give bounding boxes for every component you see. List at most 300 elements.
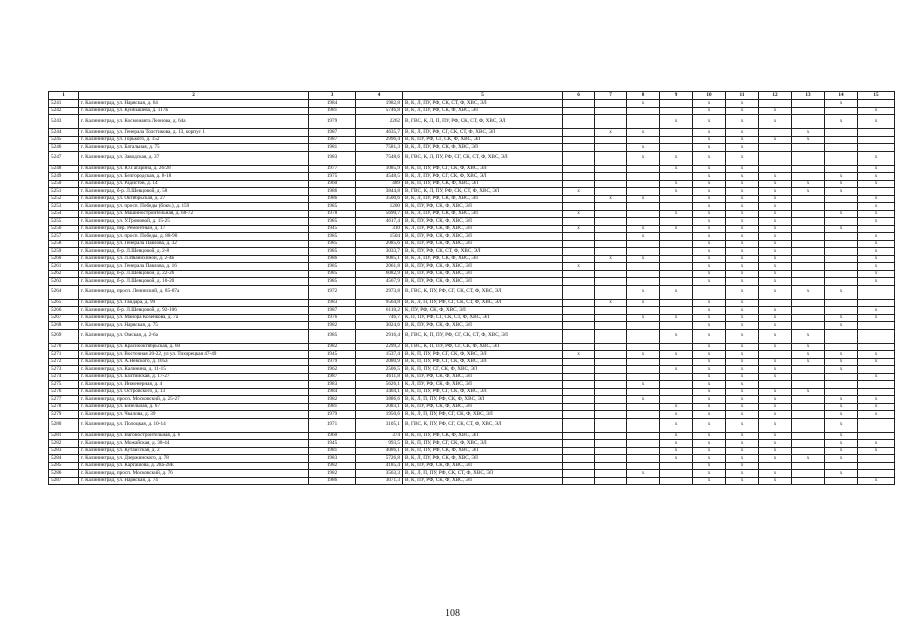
table-row (49, 418, 895, 432)
year-cell: 1985 (309, 270, 356, 278)
mark-cell: x (825, 180, 858, 188)
mark-cell: x (759, 263, 792, 271)
systems-cell: В, К, ПУ, РФ, СК, Ф, ХВС, ЭЛ (403, 403, 563, 411)
empty-cell (792, 418, 825, 432)
table-row (49, 314, 895, 322)
mark-cell: x (660, 440, 693, 448)
mark-cell: x (660, 411, 693, 419)
systems-cell: В, К, П, ПУ, РФ, СК, Ф, ХВС, ЭЛ (403, 180, 563, 188)
empty-cell (595, 173, 627, 181)
mark-cell: x (858, 351, 895, 359)
mark-cell: x (858, 411, 895, 419)
mark-cell: x (825, 366, 858, 374)
mark-cell: x (693, 129, 726, 137)
systems-cell: В, ГВС, К, ПУ, РФ, СГ, СК, СТ, Ф, ХВС, ЭЛ (403, 418, 563, 432)
empty-cell (825, 307, 858, 315)
mark-cell: x (693, 151, 726, 165)
area-cell: 1200 (356, 203, 403, 211)
systems-cell: В, К, П, ПУ, СГ, СК, Ф, ХВС, ЭЛ (403, 366, 563, 374)
mark-cell: x (726, 240, 759, 248)
mark-cell: x (825, 470, 858, 478)
empty-cell (792, 203, 825, 211)
mark-cell: x (759, 322, 792, 330)
mark-cell: x (858, 203, 895, 211)
mark-cell: x (563, 351, 595, 359)
mark-cell: x (858, 210, 895, 218)
empty-cell (563, 299, 595, 307)
year-cell: 1984 (309, 100, 356, 108)
area-cell: 2973,8 (356, 285, 403, 299)
empty-cell (660, 373, 693, 381)
address-cell: г. Калининград, ул. Горького, д. 152 (79, 136, 309, 144)
area-cell: 5726,8 (356, 455, 403, 463)
empty-cell (595, 270, 627, 278)
mark-cell: x (726, 396, 759, 404)
empty-cell (759, 381, 792, 389)
empty-cell (792, 225, 825, 233)
mark-cell: x (693, 233, 726, 241)
table-row (49, 299, 895, 307)
row-id-cell: 5261 (49, 263, 79, 271)
year-cell: 1972 (309, 285, 356, 299)
empty-cell (660, 462, 693, 470)
systems-cell: В, ГВС, К, Л, П, ПУ, РФ, СК, СТ, Ф, ХВС, ЭЛ (403, 115, 563, 129)
table-row (49, 136, 895, 144)
mark-cell: x (726, 381, 759, 389)
mark-cell: x (693, 240, 726, 248)
mark-cell: x (726, 270, 759, 278)
address-cell: г. Калининград, ул. Карташова, д. 28а-28Е (79, 462, 309, 470)
mark-cell: x (858, 151, 895, 165)
mark-cell: x (759, 173, 792, 181)
mark-cell: x (693, 210, 726, 218)
address-cell: г. Калининград, просп. Московский, д. 76 (79, 470, 309, 478)
table-row (49, 144, 895, 152)
empty-cell (595, 107, 627, 115)
empty-cell (627, 240, 660, 248)
year-cell: 1981 (309, 403, 356, 411)
table-row (49, 285, 895, 299)
year-cell: 1982 (309, 470, 356, 478)
mark-cell: x (660, 285, 693, 299)
address-cell: г. Калининград, ул. Краснооктябрьская, д. 60 (79, 343, 309, 351)
mark-cell: x (693, 180, 726, 188)
table-row (49, 218, 895, 226)
table-row (49, 188, 895, 196)
empty-cell (563, 403, 595, 411)
column-header: 12 (759, 92, 792, 100)
row-id-cell: 5257 (49, 233, 79, 241)
mark-cell: x (792, 188, 825, 196)
year-cell: 1979 (309, 115, 356, 129)
address-cell: г. Калининград, ул. Кутаисская, д. 2 (79, 447, 309, 455)
empty-cell (627, 115, 660, 129)
area-cell: 9564,8 (356, 299, 403, 307)
empty-cell (595, 263, 627, 271)
address-cell: г. Калининград, ул. Вагоностроительная, д. 6 (79, 432, 309, 440)
column-header: 1 (49, 92, 79, 100)
area-cell: 6082,9 (356, 270, 403, 278)
table-row (49, 373, 895, 381)
empty-cell (792, 322, 825, 330)
table-row (49, 403, 895, 411)
mark-cell: x (660, 351, 693, 359)
address-cell: г. Калининград, просп. Ленинский, д. 85-87а (79, 285, 309, 299)
table-row (49, 263, 895, 271)
mark-cell: x (693, 248, 726, 256)
mark-cell: x (858, 314, 895, 322)
mark-cell: x (858, 447, 895, 455)
empty-cell (563, 366, 595, 374)
row-id-cell: 5272 (49, 358, 79, 366)
mark-cell: x (726, 225, 759, 233)
table-row (49, 381, 895, 389)
mark-cell: x (825, 447, 858, 455)
mark-cell: x (726, 462, 759, 470)
table-row (49, 329, 895, 343)
row-id-cell: 5255 (49, 218, 79, 226)
mark-cell: x (726, 210, 759, 218)
mark-cell: x (627, 299, 660, 307)
table-row (49, 203, 895, 211)
empty-cell (563, 136, 595, 144)
year-cell: 1971 (309, 418, 356, 432)
empty-cell (825, 248, 858, 256)
empty-cell (627, 173, 660, 181)
mark-cell: x (759, 210, 792, 218)
empty-cell (563, 255, 595, 263)
table-row (49, 225, 895, 233)
empty-cell (792, 432, 825, 440)
mark-cell: x (693, 299, 726, 307)
empty-cell (792, 107, 825, 115)
table-row (49, 107, 895, 115)
address-cell: г. Калининград, ул. Октябрьская, д. 27 (79, 195, 309, 203)
year-cell: 1960 (309, 432, 356, 440)
mark-cell: x (759, 203, 792, 211)
mark-cell: x (693, 278, 726, 286)
mark-cell: x (726, 165, 759, 173)
mark-cell: x (660, 225, 693, 233)
year-cell: 1986 (309, 255, 356, 263)
empty-cell (660, 173, 693, 181)
table-row (49, 151, 895, 165)
empty-cell (759, 462, 792, 470)
year-cell: 1983 (309, 381, 356, 389)
mark-cell: x (726, 388, 759, 396)
empty-cell (595, 210, 627, 218)
empty-cell (792, 381, 825, 389)
row-id-cell: 5246 (49, 144, 79, 152)
empty-cell (563, 314, 595, 322)
year-cell: 1981 (309, 447, 356, 455)
empty-cell (660, 136, 693, 144)
mark-cell: x (595, 129, 627, 137)
empty-cell (759, 165, 792, 173)
row-id-cell: 5250 (49, 180, 79, 188)
mark-cell: x (660, 165, 693, 173)
mark-cell: x (693, 477, 726, 485)
area-cell: 2080,9 (356, 358, 403, 366)
empty-cell (792, 396, 825, 404)
row-id-cell: 5265 (49, 299, 79, 307)
column-header: 3 (309, 92, 356, 100)
empty-cell (792, 173, 825, 181)
year-cell: 1982 (309, 396, 356, 404)
empty-cell (792, 366, 825, 374)
empty-cell (627, 418, 660, 432)
empty-cell (595, 462, 627, 470)
mark-cell: x (693, 432, 726, 440)
year-cell: 1985 (309, 248, 356, 256)
table-body (49, 92, 895, 485)
empty-cell (759, 100, 792, 108)
systems-cell: В, К, П, ПУ, РФ, СГ, СК, Ф, ХВС, ЭЛ (403, 351, 563, 359)
mark-cell: x (759, 403, 792, 411)
empty-cell (759, 129, 792, 137)
mark-cell: x (726, 233, 759, 241)
mark-cell: x (825, 285, 858, 299)
year-cell: 1982 (309, 343, 356, 351)
column-header: 2 (79, 92, 309, 100)
mark-cell: x (726, 144, 759, 152)
systems-cell: В, К, ПУ, РФ, СК, Ф, ХВС, ЭЛ (403, 373, 563, 381)
mark-cell: x (693, 270, 726, 278)
row-id-cell: 5268 (49, 322, 79, 330)
mark-cell: x (858, 115, 895, 129)
empty-cell (825, 144, 858, 152)
systems-cell: В, К, Л, ПУ, РФ, СК, Ф, ХВС, ЭЛ (403, 107, 563, 115)
mark-cell: x (858, 477, 895, 485)
mark-cell: x (858, 440, 895, 448)
empty-cell (858, 285, 895, 299)
empty-cell (858, 343, 895, 351)
mark-cell: x (693, 447, 726, 455)
empty-cell (563, 115, 595, 129)
address-cell: г. Калининград, ул. Островского, д. 13 (79, 388, 309, 396)
column-header: 5 (403, 92, 563, 100)
area-cell: 3886,6 (356, 396, 403, 404)
row-id-cell: 5270 (49, 343, 79, 351)
systems-cell: В, К, Л, ПУ, РФ, СГ, СК, Ф, ХВС, ЭЛ (403, 173, 563, 181)
table-row (49, 343, 895, 351)
systems-cell: В, К, Л, ПУ, РФ, СК, Ф, ХВС, ЭЛ (403, 144, 563, 152)
systems-cell: К, Л, ПУ, РФ, СК, Ф, ХВС, ЭЛ (403, 381, 563, 389)
row-id-cell: 5285 (49, 462, 79, 470)
systems-cell: В, К, Л, П, ПУ, РФ, СК, СТ, Ф, ХВС, ЭЛ (403, 470, 563, 478)
address-cell: г. Калининград, б-р. Л.Шевцовой, д. 22-26 (79, 270, 309, 278)
mark-cell: x (726, 351, 759, 359)
mark-cell: x (660, 151, 693, 165)
systems-cell: В, К, П, ПУ, РФ, СГ, СК, Ф, ХВС, ЭЛ (403, 358, 563, 366)
mark-cell: x (627, 100, 660, 108)
mark-cell: x (563, 210, 595, 218)
mark-cell: x (726, 322, 759, 330)
empty-cell (792, 248, 825, 256)
mark-cell: x (759, 477, 792, 485)
mark-cell: x (858, 255, 895, 263)
systems-cell: В, К, ПУ, РФ, СК, Ф, ХВС, ЭЛ (403, 218, 563, 226)
mark-cell: x (858, 165, 895, 173)
address-cell: г. Калининград, ул. Ю.Гагарина, д. 26/28 (79, 165, 309, 173)
mark-cell: x (627, 233, 660, 241)
empty-cell (660, 278, 693, 286)
row-id-cell: 5277 (49, 396, 79, 404)
address-cell: г. Калининград, ул. Бизельная, д. 67 (79, 403, 309, 411)
systems-cell: В, К, П, ПУ, РФ, СГ, СК, Ф, ХВС, ЭЛ (403, 440, 563, 448)
mark-cell: x (792, 388, 825, 396)
empty-cell (563, 240, 595, 248)
column-header: 13 (792, 92, 825, 100)
mark-cell: x (858, 180, 895, 188)
systems-cell: В, К, ПУ, РФ, СК, Ф, ХВС, ЭЛ (403, 322, 563, 330)
mark-cell: x (825, 115, 858, 129)
empty-cell (792, 470, 825, 478)
mark-cell: x (660, 432, 693, 440)
systems-cell: В, К, ПУ, РФ, СГ, СК, Ф, ХВС, ЭЛ (403, 136, 563, 144)
mark-cell: x (693, 322, 726, 330)
address-cell: г. Калининград, ул. Генерала Павлова, д. 16 (79, 263, 309, 271)
column-header: 10 (693, 92, 726, 100)
column-header: 8 (627, 92, 660, 100)
area-cell: 3500,6 (356, 195, 403, 203)
mark-cell: x (792, 455, 825, 463)
mark-cell: x (858, 195, 895, 203)
address-cell: г. Калининград, ул. Машиностроительная, д. 68-72 (79, 210, 309, 218)
area-cell: 4548,5 (356, 173, 403, 181)
empty-cell (660, 477, 693, 485)
empty-cell (858, 225, 895, 233)
row-id-cell: 5282 (49, 440, 79, 448)
table-row (49, 233, 895, 241)
year-cell: 1986 (309, 477, 356, 485)
mark-cell: x (792, 358, 825, 366)
mark-cell: x (693, 470, 726, 478)
mark-cell: x (726, 218, 759, 226)
row-id-cell: 5275 (49, 381, 79, 389)
year-cell: 1960 (309, 180, 356, 188)
empty-cell (825, 329, 858, 343)
empty-cell (627, 403, 660, 411)
table-row (49, 455, 895, 463)
mark-cell: x (693, 358, 726, 366)
address-cell: г. Калининград, б-р. Л.Шевцовой, д. 58 (79, 188, 309, 196)
systems-cell: В, К, Л, П, ПУ, РФ, СГ, СК, Ф, ХВС, ЭЛ (403, 411, 563, 419)
mark-cell: x (759, 270, 792, 278)
mark-cell: x (693, 195, 726, 203)
empty-cell (660, 358, 693, 366)
empty-cell (563, 195, 595, 203)
housing-table (48, 91, 895, 485)
table-row (49, 307, 895, 315)
mark-cell: x (693, 173, 726, 181)
mark-cell: x (627, 314, 660, 322)
address-cell: г. Калининград, ул. Белгородская, д. 8-18 (79, 173, 309, 181)
mark-cell: x (726, 470, 759, 478)
empty-cell (660, 100, 693, 108)
row-id-cell: 5248 (49, 165, 79, 173)
systems-cell: В, К, Л, ПУ, РФ, СК, Ф, ХВС, ЭЛ (403, 195, 563, 203)
mark-cell: x (563, 188, 595, 196)
empty-cell (563, 285, 595, 299)
mark-cell: x (825, 314, 858, 322)
table-row (49, 366, 895, 374)
empty-cell (563, 462, 595, 470)
mark-cell: x (726, 180, 759, 188)
mark-cell: x (726, 115, 759, 129)
area-cell: 7548,6 (356, 151, 403, 165)
empty-cell (792, 165, 825, 173)
mark-cell: x (858, 263, 895, 271)
row-id-cell: 5280 (49, 418, 79, 432)
mark-cell: x (726, 455, 759, 463)
mark-cell: x (693, 396, 726, 404)
mark-cell: x (759, 248, 792, 256)
systems-cell: К, ПУ, РФ, СК, Ф, ХВС, ЭЛ (403, 307, 563, 315)
row-id-cell: 5253 (49, 203, 79, 211)
year-cell: 1985 (309, 278, 356, 286)
empty-cell (825, 263, 858, 271)
systems-cell: В, К, Л, ПУ, РФ, СК, Ф, ХВС, ЭЛ (403, 210, 563, 218)
systems-cell: В, К, Л, ПУ, РФ, СК, Ф, ХВС, ЭЛ (403, 255, 563, 263)
area-cell: 1504 (356, 233, 403, 241)
mark-cell: x (759, 358, 792, 366)
empty-cell (858, 432, 895, 440)
mark-cell: x (595, 195, 627, 203)
empty-cell (792, 411, 825, 419)
mark-cell: x (825, 322, 858, 330)
year-cell: 1986 (309, 195, 356, 203)
empty-cell (660, 263, 693, 271)
mark-cell: x (693, 225, 726, 233)
mark-cell: x (858, 270, 895, 278)
mark-cell: x (726, 358, 759, 366)
empty-cell (759, 144, 792, 152)
mark-cell: x (759, 343, 792, 351)
table-row (49, 195, 895, 203)
mark-cell: x (858, 373, 895, 381)
empty-cell (595, 322, 627, 330)
empty-cell (660, 255, 693, 263)
mark-cell: x (726, 248, 759, 256)
mark-cell: x (693, 203, 726, 211)
empty-cell (792, 151, 825, 165)
mark-cell: x (825, 440, 858, 448)
mark-cell: x (693, 373, 726, 381)
empty-cell (595, 351, 627, 359)
empty-cell (563, 343, 595, 351)
mark-cell: x (693, 351, 726, 359)
area-cell: 374 (356, 432, 403, 440)
mark-cell: x (759, 418, 792, 432)
row-id-cell: 5284 (49, 455, 79, 463)
mark-cell: x (792, 351, 825, 359)
year-cell: 1962 (309, 366, 356, 374)
mark-cell: x (858, 240, 895, 248)
systems-cell: В, К, П, ПУ, РФ, СГ, СК, Ф, ХВС, ЭЛ (403, 165, 563, 173)
address-cell: г. Калининград, ул. Нарвская, д. 74 (79, 477, 309, 485)
systems-cell: В, К, Л, ПУ, РФ, СК, СТ, Ф, ХВС, ЭЛ (403, 100, 563, 108)
empty-cell (563, 455, 595, 463)
address-cell: г. Калининград, б-р. Л.Шевцовой, д. 2-8 (79, 248, 309, 256)
empty-cell (563, 388, 595, 396)
mark-cell: x (726, 447, 759, 455)
row-id-cell: 5241 (49, 100, 79, 108)
year-cell: 1979 (309, 411, 356, 419)
empty-cell (825, 165, 858, 173)
row-id-cell: 5267 (49, 314, 79, 322)
column-header: 6 (563, 92, 595, 100)
